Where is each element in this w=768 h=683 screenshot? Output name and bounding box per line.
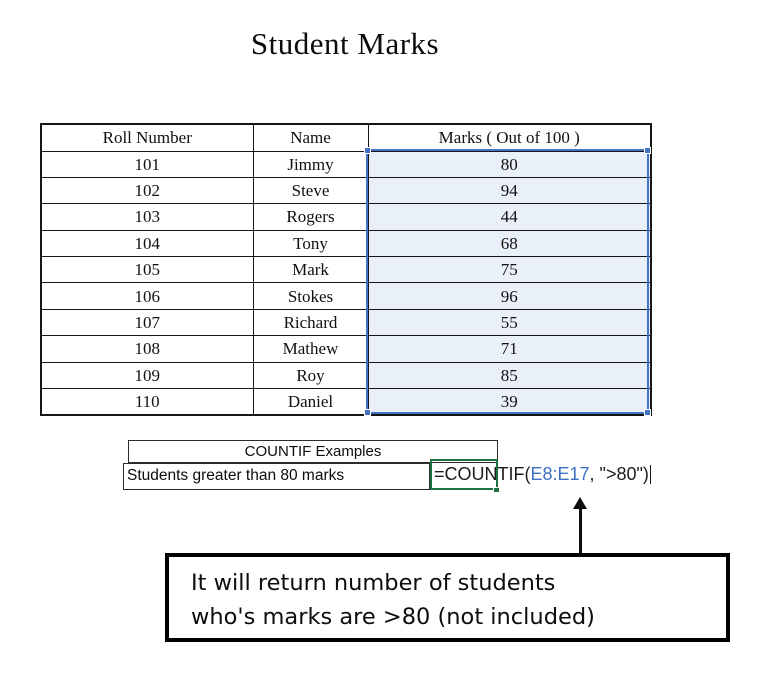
marks-cell: 75 [368,257,651,283]
name-cell: Jimmy [253,151,368,177]
up-arrow-line [579,507,582,553]
roll-cell: 109 [41,362,253,388]
selection-handle-bottom-left[interactable] [364,409,371,416]
header-marks: Marks ( Out of 100 ) [368,124,651,151]
header-row [41,124,651,151]
roll-cell: 107 [41,309,253,335]
roll-cell: 106 [41,283,253,309]
name-cell: Daniel [253,389,368,415]
name-cell: Mathew [253,336,368,362]
name-cell: Mark [253,257,368,283]
roll-cell: 101 [41,151,253,177]
header-roll-number: Roll Number [41,124,253,151]
page-title: Student Marks [250,26,440,61]
formula-text[interactable] [434,462,651,487]
roll-cell: 108 [41,336,253,362]
countif-example-label: Students greater than 80 marks [123,463,430,490]
roll-cell: 102 [41,177,253,203]
header-name: Name [253,124,368,151]
marks-cell: 96 [368,283,651,309]
roll-cell: 103 [41,204,253,230]
marks-cell: 71 [368,336,651,362]
formula-suffix: , ">80") [589,464,649,484]
name-cell: Richard [253,309,368,335]
roll-cell: 110 [41,389,253,415]
name-cell: Steve [253,177,368,203]
formula-prefix: =COUNTIF( [434,464,531,484]
marks-cell: 39 [368,389,651,415]
marks-cell: 68 [368,230,651,256]
marks-cell: 55 [368,309,651,335]
text-caret [650,465,652,484]
formula-range-reference: E8:E17 [530,464,590,484]
selection-handle-top-left[interactable] [364,147,371,154]
marks-cell: 44 [368,204,651,230]
marks-cell: 85 [368,362,651,388]
marks-cell: 80 [368,151,651,177]
name-cell: Rogers [253,204,368,230]
callout-box [165,553,730,642]
marks-cell: 94 [368,177,651,203]
name-cell: Tony [253,230,368,256]
name-cell: Stokes [253,283,368,309]
fill-handle[interactable] [493,487,500,493]
name-cell: Roy [253,362,368,388]
countif-examples-header: COUNTIF Examples [128,440,498,463]
selection-border[interactable] [366,149,649,414]
student-marks-table-wrap [40,123,650,414]
roll-cell: 105 [41,257,253,283]
roll-cell: 104 [41,230,253,256]
callout-line-1: It will return number of students [191,570,556,596]
callout-line-2: who's marks are >80 (not included) [191,604,595,630]
selection-handle-top-right[interactable] [644,147,651,154]
selection-handle-bottom-right[interactable] [644,409,651,416]
